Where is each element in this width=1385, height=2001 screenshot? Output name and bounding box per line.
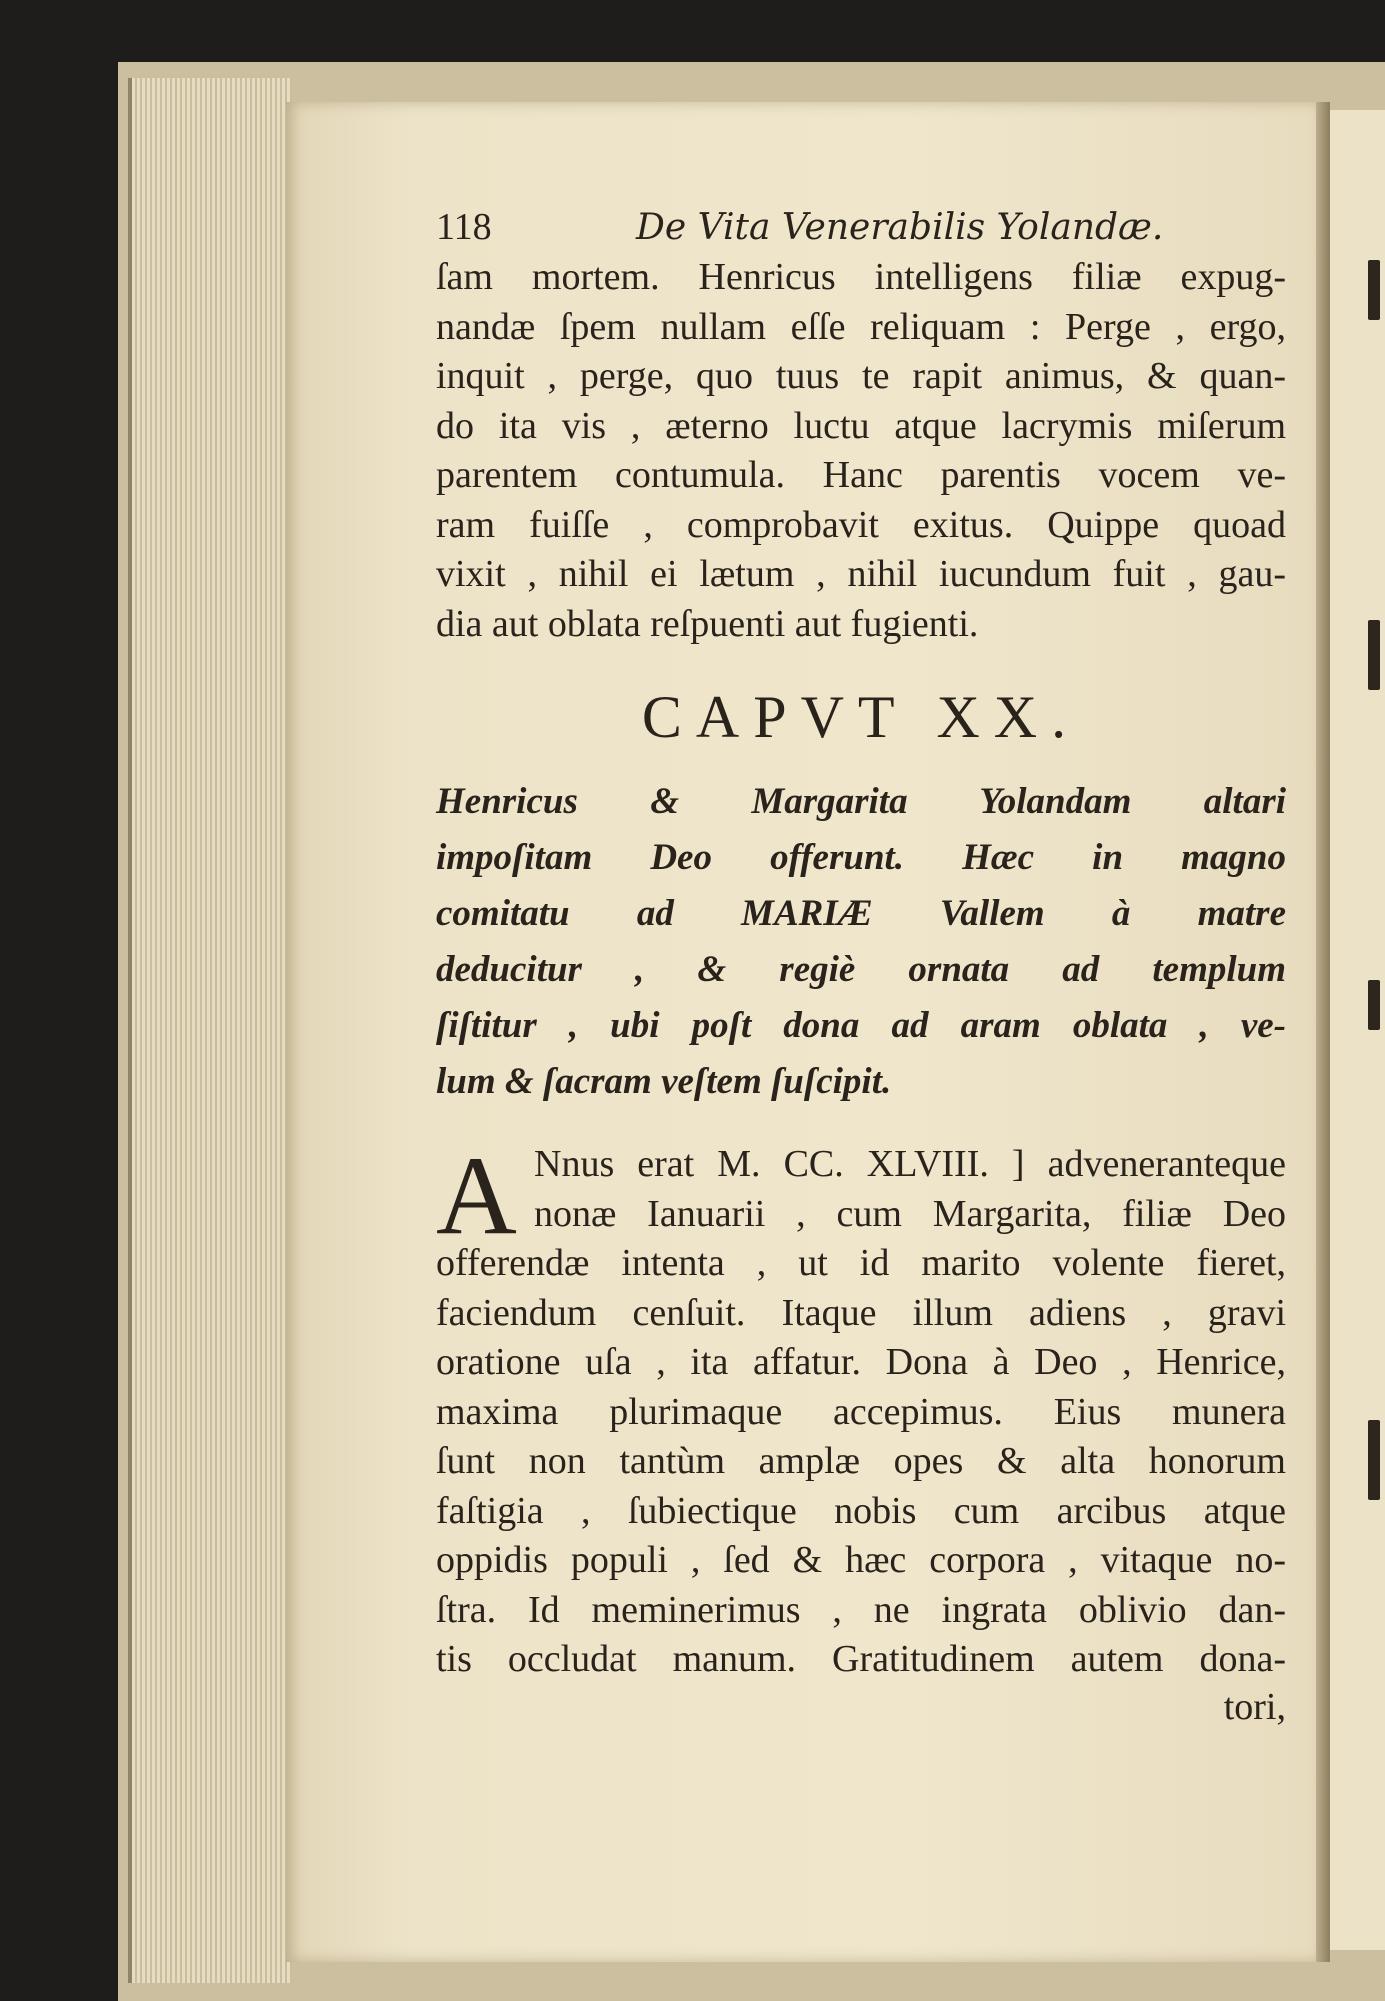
facing-page-ink: [1368, 260, 1380, 320]
text-line: nandæ ſpem nullam eſſe reliquam : Perge , ergo,: [436, 305, 1286, 348]
running-header: [436, 205, 1286, 253]
body-section: [436, 1134, 1286, 1729]
facing-page-edge: [1330, 110, 1385, 1950]
page-gutter: [1316, 102, 1330, 1962]
running-title: De Vita Venerabilis Yolandæ.: [636, 207, 1164, 248]
chapter-title: CAPVT XX.: [641, 684, 1081, 750]
summary-line: deducitur , & regiè ornata ad templum: [436, 949, 1286, 990]
text-line: ſam mortem. Henricus intelligens filiæ expug-: [436, 256, 1286, 298]
page-number: 118: [436, 206, 492, 248]
text-line: inquit , perge, quo tuus te rapit animus, & quan-: [436, 355, 1286, 397]
text-line: oratione uſa , ita affatur. Dona à Deo , Henrice,: [436, 1341, 1286, 1383]
drop-cap: A: [436, 1134, 517, 1258]
chapter-summary: [436, 774, 1286, 1110]
text-line: tis occludat manum. Gratitudinem autem dona-: [436, 1638, 1286, 1680]
summary-line: comitatu ad MARIÆ Vallem à matre: [436, 893, 1286, 934]
text-line: faciendum cenſuit. Itaque illum adiens , gravi: [436, 1291, 1286, 1334]
body-paragraph: [436, 1134, 1286, 1685]
text-line: do ita vis , æterno luctu atque lacrymis miſerum: [436, 404, 1286, 447]
text-line: vixit , nihil ei lætum , nihil iucundum fuit , gau-: [436, 553, 1286, 595]
text-line: parentem contumula. Hanc parentis vocem ve-: [436, 454, 1286, 496]
page-edges: [128, 78, 292, 1983]
text-line: oppidis populi , ſed & hæc corpora , vitaque no-: [436, 1539, 1286, 1581]
text-line: Nnus erat M. CC. XLVIII. ] adveneranteque: [534, 1143, 1286, 1185]
text-line: offerendæ intenta , ut id marito volente fieret,: [436, 1242, 1286, 1284]
summary-line: ſiſtitur , ubi poſt dona ad aram oblata , ve-: [436, 1005, 1286, 1046]
facing-page-ink: [1368, 620, 1380, 690]
page-text: [436, 205, 1286, 1729]
summary-line: Henricus & Margarita Yolandam altari: [436, 781, 1286, 822]
text-line: faſtigia , ſubiectique nobis cum arcibus atque: [436, 1489, 1286, 1532]
text-line: nonæ Ianuarii , cum Margarita, filiæ Deo: [534, 1192, 1286, 1235]
text-line: ſunt non tantùm amplæ opes & alta honorum: [436, 1440, 1286, 1482]
text-line: dia aut oblata reſpuenti aut fugienti.: [436, 602, 979, 645]
facing-page-ink: [1368, 1420, 1380, 1500]
text-line: ſtra. Id meminerimus , ne ingrata oblivio dan-: [436, 1588, 1286, 1631]
text-line: maxima plurimaque accepimus. Eius munera: [436, 1390, 1286, 1433]
summary-line: lum & ſacram veſtem ſuſcipit.: [436, 1061, 892, 1102]
summary-line: impoſitam Deo offerunt. Hæc in magno: [436, 837, 1286, 878]
text-line: ram fuiſſe , comprobavit exitus. Quippe quoad: [436, 503, 1286, 546]
facing-page-ink: [1368, 980, 1380, 1030]
opening-paragraph: [436, 253, 1286, 649]
catchword: tori,: [1223, 1685, 1286, 1728]
